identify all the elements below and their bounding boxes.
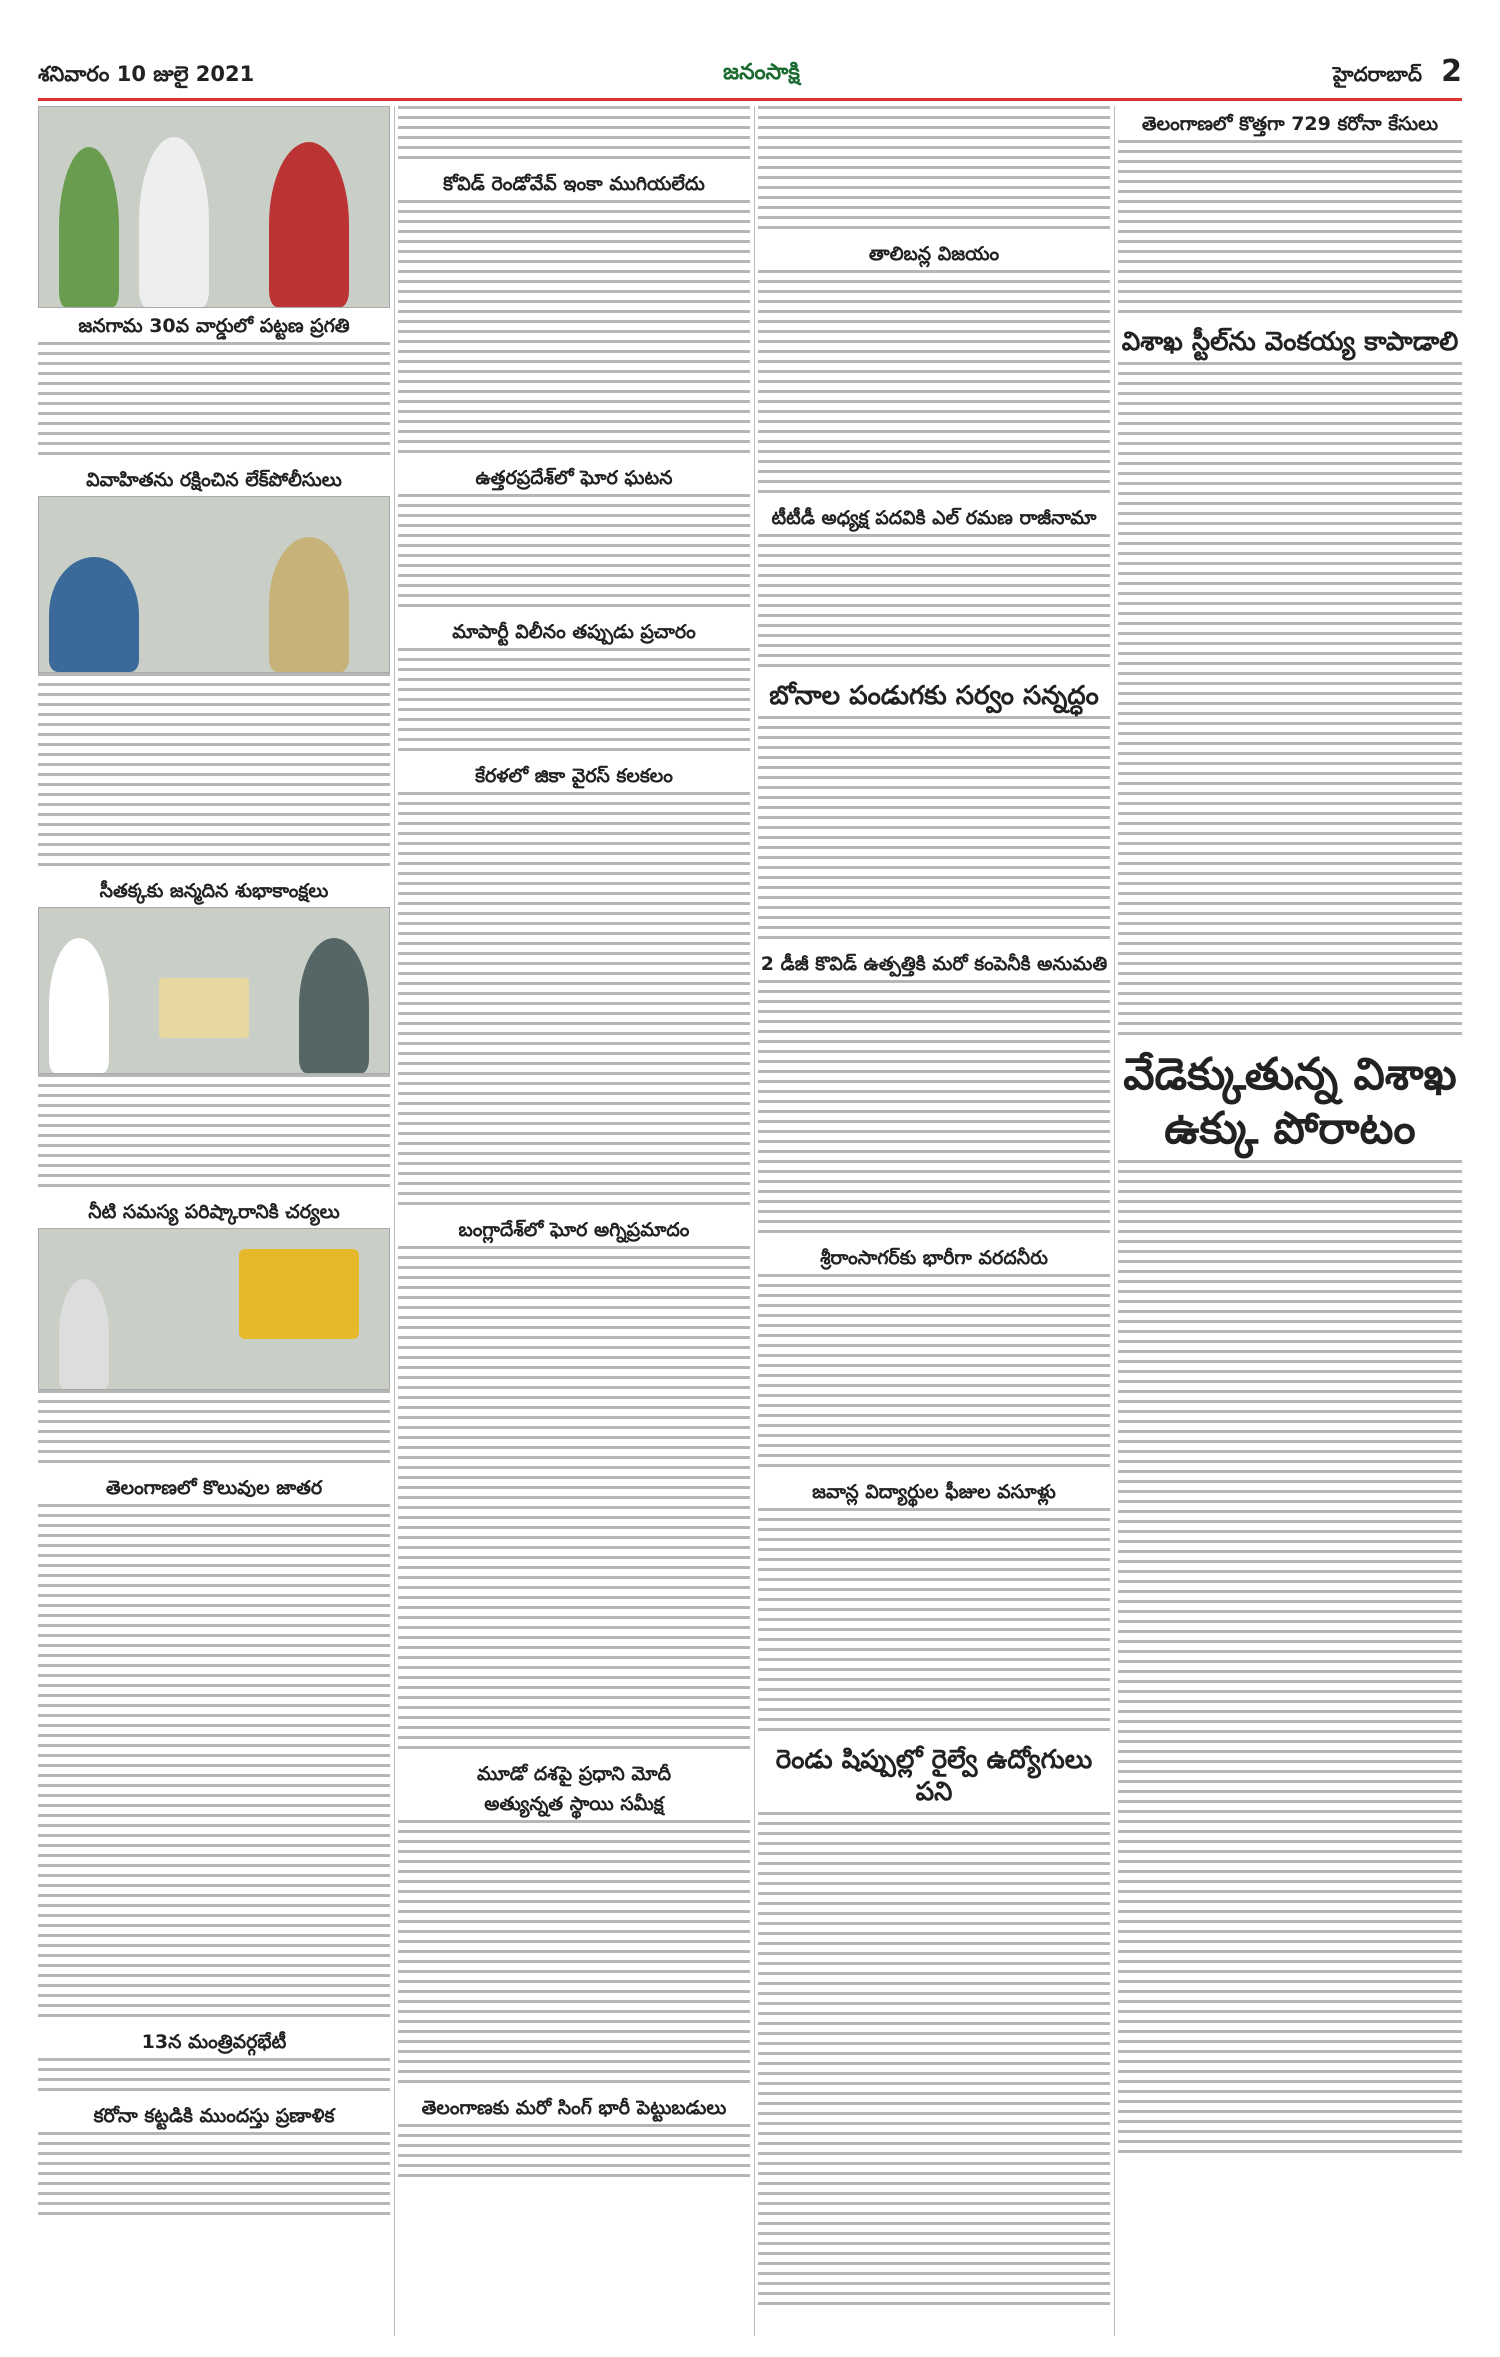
news-photo-water-works bbox=[38, 1228, 390, 1390]
news-photo-police-station bbox=[38, 496, 390, 673]
headline: కేరళలో జికా వైరస్ కలకలం bbox=[475, 765, 673, 787]
headline: తెలంగాణలో కొలువుల జాతర bbox=[105, 1477, 323, 1499]
news-photo-birthday bbox=[38, 907, 390, 1074]
headline: తెలంగాణలో కొత్తగా 729 కరోనా కేసులు bbox=[1141, 113, 1439, 135]
headline: జవాన్ల విద్యార్థుల ఫీజుల వసూళ్లు bbox=[812, 1481, 1056, 1503]
headline: విశాఖ స్టీల్‌ను వెంకయ్య కాపాడాలి bbox=[1121, 327, 1459, 357]
headline: బంగ్లాదేశ్‌లో ఘోర అగ్నిప్రమాదం bbox=[458, 1219, 690, 1241]
headline: టీటీడీ అధ్యక్ష పదవికి ఎల్ రమణ రాజీనామా bbox=[771, 507, 1097, 529]
headline: మూడో దశపై ప్రధాని మోదీ bbox=[477, 1763, 671, 1785]
headline: వివాహితను రక్షించిన లేక్‌పోలీసులు bbox=[86, 469, 342, 491]
headline: కరోనా కట్టడికి ముందస్తు ప్రణాళిక bbox=[93, 2105, 335, 2127]
column-3 bbox=[758, 106, 1110, 2316]
issue-date: శనివారం 10 జులై 2021 bbox=[38, 62, 255, 86]
edition-city: హైదరాబాద్ bbox=[1332, 62, 1422, 86]
column-2 bbox=[398, 106, 750, 2188]
headline: 13న మంత్రివర్గభేటీ bbox=[141, 2031, 287, 2053]
masthead bbox=[38, 54, 1462, 101]
headline: ఉత్తరప్రదేశ్‌లో ఘోర ఘటన bbox=[475, 467, 673, 489]
headline: శ్రీరాంసాగర్‌కు భారీగా వరదనీరు bbox=[820, 1247, 1048, 1269]
headline: బోనాల పండుగకు సర్వం సన్నద్ధం bbox=[769, 681, 1099, 711]
headline: 2 డీజీ కొవిడ్ ఉత్పత్తికి మరో కంపెనీకి అనుమతి bbox=[760, 953, 1108, 975]
page-number: 2 bbox=[1441, 54, 1462, 89]
newspaper-logo: జనంసాక్షి bbox=[723, 60, 800, 85]
headline: అత్యున్నత స్థాయి సమీక్ష bbox=[484, 1793, 664, 1815]
headline: తెలంగాణకు మరో సింగ్ భారీ పెట్టుబడులు bbox=[421, 2097, 727, 2119]
headline: కోవిడ్ రెండోవేవ్ ఇంకా ముగియలేదు bbox=[443, 173, 705, 195]
headline: తాలిబన్ల విజయం bbox=[868, 243, 1000, 265]
headline: నీటి సమస్య పరిష్కారానికి చర్యలు bbox=[88, 1201, 340, 1223]
column-4 bbox=[1118, 106, 1462, 2164]
headline-feature: వేడెక్కుతున్న విశాఖ ఉక్కు పోరాటం bbox=[1123, 1049, 1457, 1154]
headline: జనగామ 30వ వార్డులో పట్టణ ప్రగతి bbox=[78, 315, 350, 337]
headline: మాపార్టీ విలీనం తప్పుడు ప్రచారం bbox=[452, 621, 696, 643]
column-1 bbox=[38, 106, 390, 2226]
headline: సీతక్కకు జన్మదిన శుభాకాంక్షలు bbox=[99, 880, 329, 902]
news-photo-ward-visit bbox=[38, 106, 390, 308]
headline: రెండు షిప్పుల్లో రైల్వే ఉద్యోగులు పని bbox=[775, 1745, 1093, 1807]
